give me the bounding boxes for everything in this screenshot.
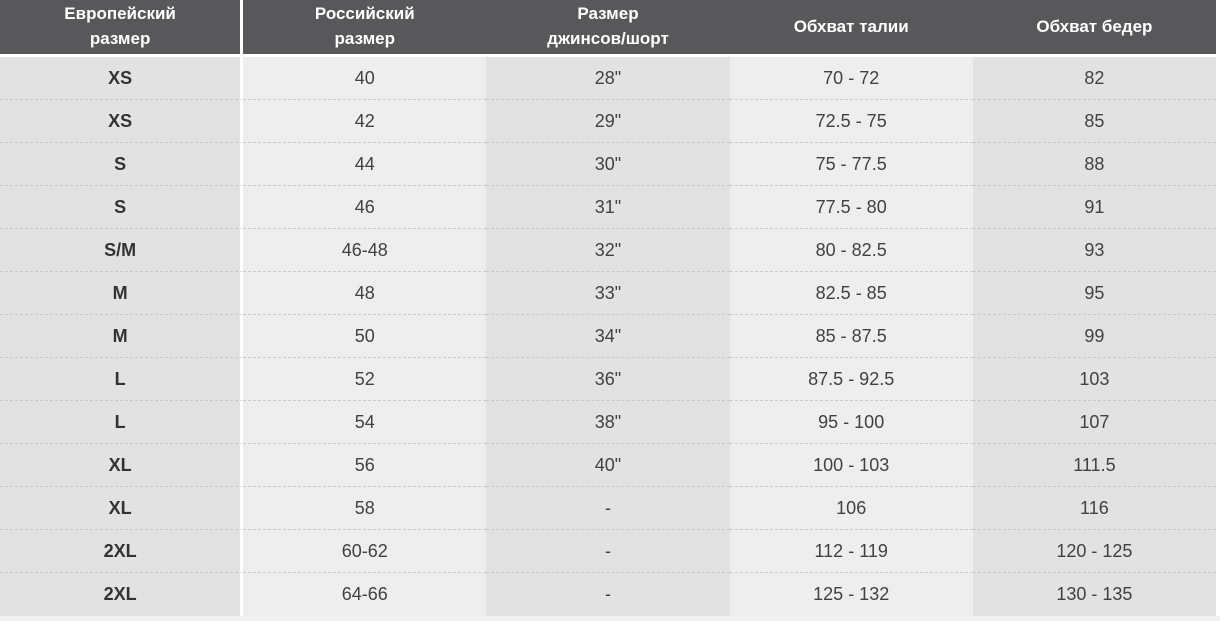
table-cell: 80 - 82.5 (730, 229, 973, 272)
table-cell: 116 (973, 487, 1216, 530)
table-cell: 2XL (0, 530, 243, 573)
column-header-european-size (0, 0, 243, 54)
table-cell: 75 - 77.5 (730, 143, 973, 186)
table-row (0, 315, 1216, 358)
table-cell: 64-66 (243, 573, 486, 616)
table-row (0, 444, 1216, 487)
table-cell: 38" (486, 401, 729, 444)
table-cell: 54 (243, 401, 486, 444)
table-body (0, 57, 1216, 616)
table-cell: 33" (486, 272, 729, 315)
table-row (0, 358, 1216, 401)
table-cell: XS (0, 57, 243, 100)
column-header-line: Европейский (64, 4, 176, 24)
table-cell: XL (0, 444, 243, 487)
column-header-waist (730, 0, 973, 54)
table-cell: 111.5 (973, 444, 1216, 487)
table-cell: 99 (973, 315, 1216, 358)
table-row (0, 401, 1216, 444)
table-cell: 87.5 - 92.5 (730, 358, 973, 401)
column-header-russian-size (243, 0, 486, 54)
table-row (0, 229, 1216, 272)
table-cell: 107 (973, 401, 1216, 444)
column-header-line: размер (334, 29, 396, 48)
table-cell: 32" (486, 229, 729, 272)
table-cell: L (0, 358, 243, 401)
table-cell: 50 (243, 315, 486, 358)
table-cell: 85 (973, 100, 1216, 143)
table-cell: 2XL (0, 573, 243, 616)
table-row (0, 530, 1216, 573)
page-background-strip (0, 616, 1220, 621)
table-cell: 82.5 - 85 (730, 272, 973, 315)
table-row (0, 57, 1216, 100)
table-cell: 130 - 135 (973, 573, 1216, 616)
table-cell: 56 (243, 444, 486, 487)
table-header-row (0, 0, 1216, 57)
table-cell: M (0, 315, 243, 358)
table-cell: S/M (0, 229, 243, 272)
column-header-jeans-shorts-size (486, 0, 729, 54)
table-row (0, 186, 1216, 229)
table-cell: 30" (486, 143, 729, 186)
table-cell: 42 (243, 100, 486, 143)
column-header-hips (973, 0, 1216, 54)
table-row (0, 143, 1216, 186)
table-row (0, 100, 1216, 143)
table-cell: 52 (243, 358, 486, 401)
table-cell: 58 (243, 487, 486, 530)
table-cell: 60-62 (243, 530, 486, 573)
table-cell: L (0, 401, 243, 444)
table-cell: - (486, 487, 729, 530)
table-cell: 103 (973, 358, 1216, 401)
table-cell: 46-48 (243, 229, 486, 272)
table-cell: 95 (973, 272, 1216, 315)
column-header-line: Размер (577, 4, 639, 24)
table-cell: XL (0, 487, 243, 530)
column-header-line: Обхват талии (793, 16, 909, 36)
table-cell: 40" (486, 444, 729, 487)
table-cell: - (486, 573, 729, 616)
table-row (0, 573, 1216, 616)
table-cell: 77.5 - 80 (730, 186, 973, 229)
table-cell: 82 (973, 57, 1216, 100)
column-header-line: джинсов/шорт (547, 29, 669, 48)
column-header-line: Обхват бедер (1036, 16, 1153, 36)
table-row (0, 272, 1216, 315)
table-cell: - (486, 530, 729, 573)
table-cell: 106 (730, 487, 973, 530)
table-cell: 91 (973, 186, 1216, 229)
table-cell: 29" (486, 100, 729, 143)
table-cell: S (0, 186, 243, 229)
table-cell: S (0, 143, 243, 186)
table-cell: XS (0, 100, 243, 143)
table-cell: 44 (243, 143, 486, 186)
table-cell: 85 - 87.5 (730, 315, 973, 358)
table-cell: 46 (243, 186, 486, 229)
table-cell: 72.5 - 75 (730, 100, 973, 143)
table-cell: 28" (486, 57, 729, 100)
column-header-line: размер (89, 29, 151, 48)
table-cell: 95 - 100 (730, 401, 973, 444)
table-row (0, 487, 1216, 530)
table-cell: 40 (243, 57, 486, 100)
table-cell: 34" (486, 315, 729, 358)
table-cell: 48 (243, 272, 486, 315)
table-cell: 100 - 103 (730, 444, 973, 487)
table-cell: 88 (973, 143, 1216, 186)
table-cell: 93 (973, 229, 1216, 272)
table-cell: 125 - 132 (730, 573, 973, 616)
table-cell: 70 - 72 (730, 57, 973, 100)
table-cell: 36" (486, 358, 729, 401)
column-header-line: Российский (314, 4, 415, 24)
table-cell: 112 - 119 (730, 530, 973, 573)
table-cell: 120 - 125 (973, 530, 1216, 573)
table-cell: M (0, 272, 243, 315)
table-cell: 31" (486, 186, 729, 229)
